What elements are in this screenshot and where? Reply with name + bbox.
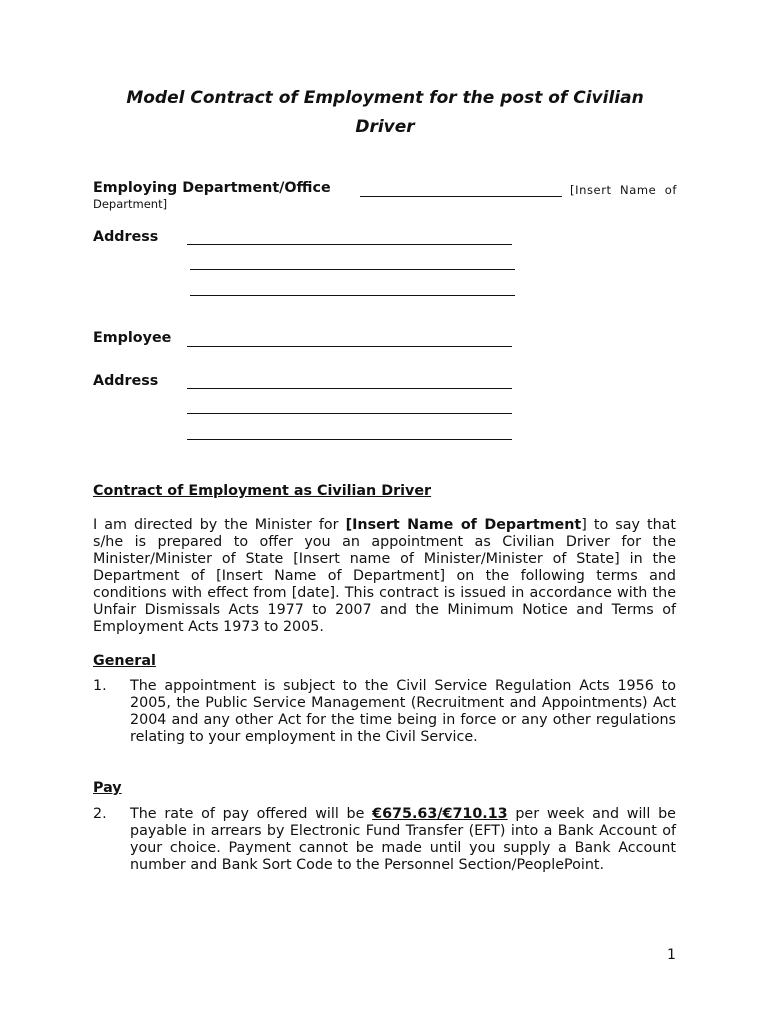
intro-paragraph — [93, 517, 676, 636]
general-heading: General — [93, 653, 156, 669]
page-number: 1 — [667, 947, 676, 963]
intro-pre: I am directed by the Minister for — [93, 517, 346, 533]
clause-2-text — [130, 806, 676, 874]
employee-address-line-2[interactable] — [187, 413, 512, 414]
address-line-1[interactable] — [187, 244, 512, 245]
dept-label: Employing Department/Office — [93, 180, 331, 196]
employee-address-line-3[interactable] — [187, 439, 512, 440]
address-line-2[interactable] — [190, 269, 515, 270]
pay-heading: Pay — [93, 780, 122, 796]
intro-dept-placeholder: [Insert Name of Department — [345, 517, 582, 533]
employee-field-line[interactable] — [187, 346, 512, 347]
contract-heading: Contract of Employment as Civilian Driver — [93, 483, 432, 499]
employee-label: Employee — [93, 330, 172, 346]
employee-address-label: Address — [93, 373, 159, 389]
intro-post: ] to say that s/he is prepared to offer you an appointment as Civilian Driver for the Minister/Minister of State [Insert name of Minister/Minister of State] in the Department of [Insert Name of Department] on the following terms and conditions with effect from [date]. This contract is issued in accordance with the Unfair Dismissals Acts 1977 to 2007 and the Minimum Notice and Terms of Employment Acts 1973 to 2005. — [93, 517, 676, 635]
address-label: Address — [93, 229, 159, 245]
title-line-2: Driver — [355, 117, 415, 137]
pay-text-pre: The rate of pay offered will be — [130, 806, 373, 822]
address-line-3[interactable] — [190, 295, 515, 296]
dept-hint-cont: Department] — [93, 197, 168, 211]
dept-hint: [Insert Name of — [570, 183, 677, 197]
title-line-1: Model Contract of Employment for the post of Civilian — [126, 88, 644, 108]
document-title — [93, 84, 677, 142]
pay-text-post: per week and will be payable in arrears by Electronic Fund Transfer (EFT) into a Bank Account of your choice. Payment cannot be made until you supply a Bank Account number and Bank Sort Code to the Personnel Section/PeoplePoint. — [130, 806, 676, 873]
pay-amount: €675.63/€710.13 — [372, 806, 508, 822]
employee-address-line-1[interactable] — [187, 388, 512, 389]
clause-1-text: The appointment is subject to the Civil Service Regulation Acts 1956 to 2005, the Public Service Management (Recruitment and Appointments) Act 2004 and any other Act for the time being in force or any other regulations relating to your employment in the Civil Service. — [130, 678, 676, 745]
clause-number-2: 2. — [93, 806, 107, 822]
clause-number-1: 1. — [93, 678, 107, 694]
dept-field-line[interactable] — [360, 196, 562, 197]
